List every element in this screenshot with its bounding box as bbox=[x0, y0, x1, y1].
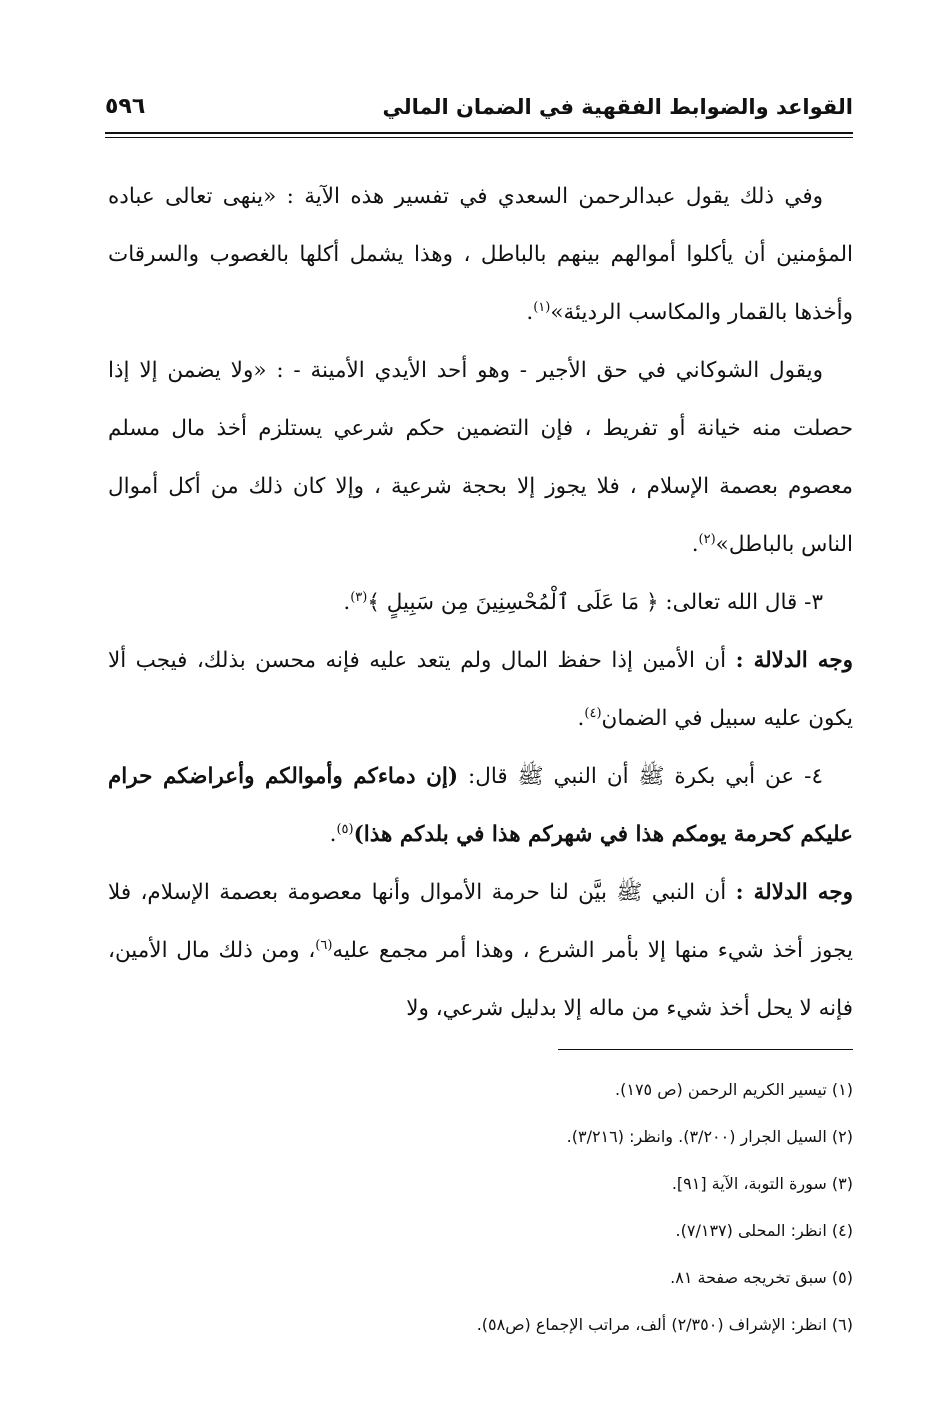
paragraph-text: ٤- عن أبي بكرة ﷺ أن النبي ﷺ قال: bbox=[458, 764, 823, 789]
header-rule-thin bbox=[105, 137, 853, 138]
hadith-text: (إن دماءكم وأموالكم وأعراضكم حرام عليكم كحرمة يومكم هذا في شهركم هذا في بلدكم هذا) bbox=[108, 764, 853, 847]
footnote-ref-6: (٦) bbox=[315, 937, 333, 953]
paragraph-evidence-1 bbox=[108, 632, 853, 748]
paragraph-saadi-quote bbox=[108, 168, 853, 342]
paragraph-text: ويقول الشوكاني في حق الأجير - وهو أحد الأيدي الأمينة - : «ولا يضمن إلا إذا حصلت منه خيانة أو تفريط ، فإن التضمين حكم شرعي يستلزم أخذ مال مسلم معصوم بعصمة الإسلام ، فلا يجوز إلا بحجة شرعية ، وإلا كان ذلك من أكل أموال الناس بالباطل» bbox=[108, 358, 853, 557]
paragraph-evidence-2 bbox=[108, 864, 853, 1038]
footnote-6: (٦) انظر: الإشراف (٢/٣٥٠) ألف، مراتب الإجماع (ص٥٨). bbox=[476, 1315, 853, 1334]
footnote-ref-2: (٢) bbox=[698, 531, 716, 547]
footnote-3: (٣) سورة التوبة، الآية [٩١]. bbox=[671, 1174, 853, 1193]
paragraph-text: وفي ذلك يقول عبدالرحمن السعدي في تفسير هذه الآية : «ينهى تعالى عباده المؤمنين أن يأكلوا أموالهم بينهم بالباطل ، وهذا يشمل أكلها بالغصوب والسرقات وأخذها بالقمار والمكاسب الرديئة» bbox=[108, 184, 853, 325]
evidence-heading: وجه الدلالة : bbox=[735, 880, 853, 905]
paragraph-hadith bbox=[108, 748, 853, 864]
footnote-ref-1: (١) bbox=[533, 299, 551, 315]
paragraph-end: . bbox=[691, 532, 699, 557]
quran-verse: ٣- قال الله تعالى: ﴿ مَا عَلَى ٱلْمُحْسِنِينَ مِن سَبِيلٍ ﴾ bbox=[367, 590, 823, 615]
paragraph-text: أن النبي ﷺ بيَّن لنا حرمة الأموال وأنها معصومة بعصمة الإسلام، فلا يجوز أخذ شيء منها إلا بأمر الشرع ، وهذا أمر مجمع عليه bbox=[108, 880, 853, 963]
header-rule bbox=[105, 132, 853, 134]
footnote-ref-5: (٥) bbox=[336, 821, 354, 837]
main-text bbox=[108, 168, 853, 1038]
page-number: ٥٩٦ bbox=[105, 94, 146, 119]
paragraph-shawkani-quote bbox=[108, 342, 853, 574]
paragraph-end: . bbox=[526, 300, 534, 325]
footnote-ref-4: (٤) bbox=[584, 705, 602, 721]
running-header bbox=[105, 92, 853, 128]
paragraph-end: . bbox=[329, 822, 337, 847]
footnote-4: (٤) انظر: المحلى (٧/١٣٧). bbox=[675, 1221, 853, 1240]
footnote-ref-3: (٣) bbox=[350, 589, 368, 605]
footnotes bbox=[108, 1066, 853, 1348]
running-header-title: القواعد والضوابط الفقهية في الضمان المالي bbox=[382, 95, 853, 119]
evidence-heading: وجه الدلالة : bbox=[735, 648, 853, 673]
paragraph-text: أن الأمين إذا حفظ المال ولم يتعد عليه فإنه محسن بذلك، فيجب ألا يكون عليه سبيل في الضمان bbox=[108, 648, 853, 731]
footnote-2: (٢) السيل الجرار (٣/٢٠٠). وانظر: (٣/٢١٦). bbox=[566, 1127, 853, 1146]
paragraph-end: . bbox=[343, 590, 351, 615]
footnote-1: (١) تيسير الكريم الرحمن (ص ١٧٥). bbox=[615, 1080, 853, 1099]
paragraph-end: . bbox=[577, 706, 585, 731]
footnote-separator bbox=[558, 1049, 853, 1050]
paragraph-text-continued: ، ومن ذلك مال الأمين، فإنه لا يحل أخذ شيء من ماله إلا بدليل شرعي، ولا bbox=[108, 938, 853, 1021]
footnote-5: (٥) سبق تخريجه صفحة ٨١. bbox=[670, 1268, 853, 1287]
paragraph-verse bbox=[108, 574, 853, 632]
